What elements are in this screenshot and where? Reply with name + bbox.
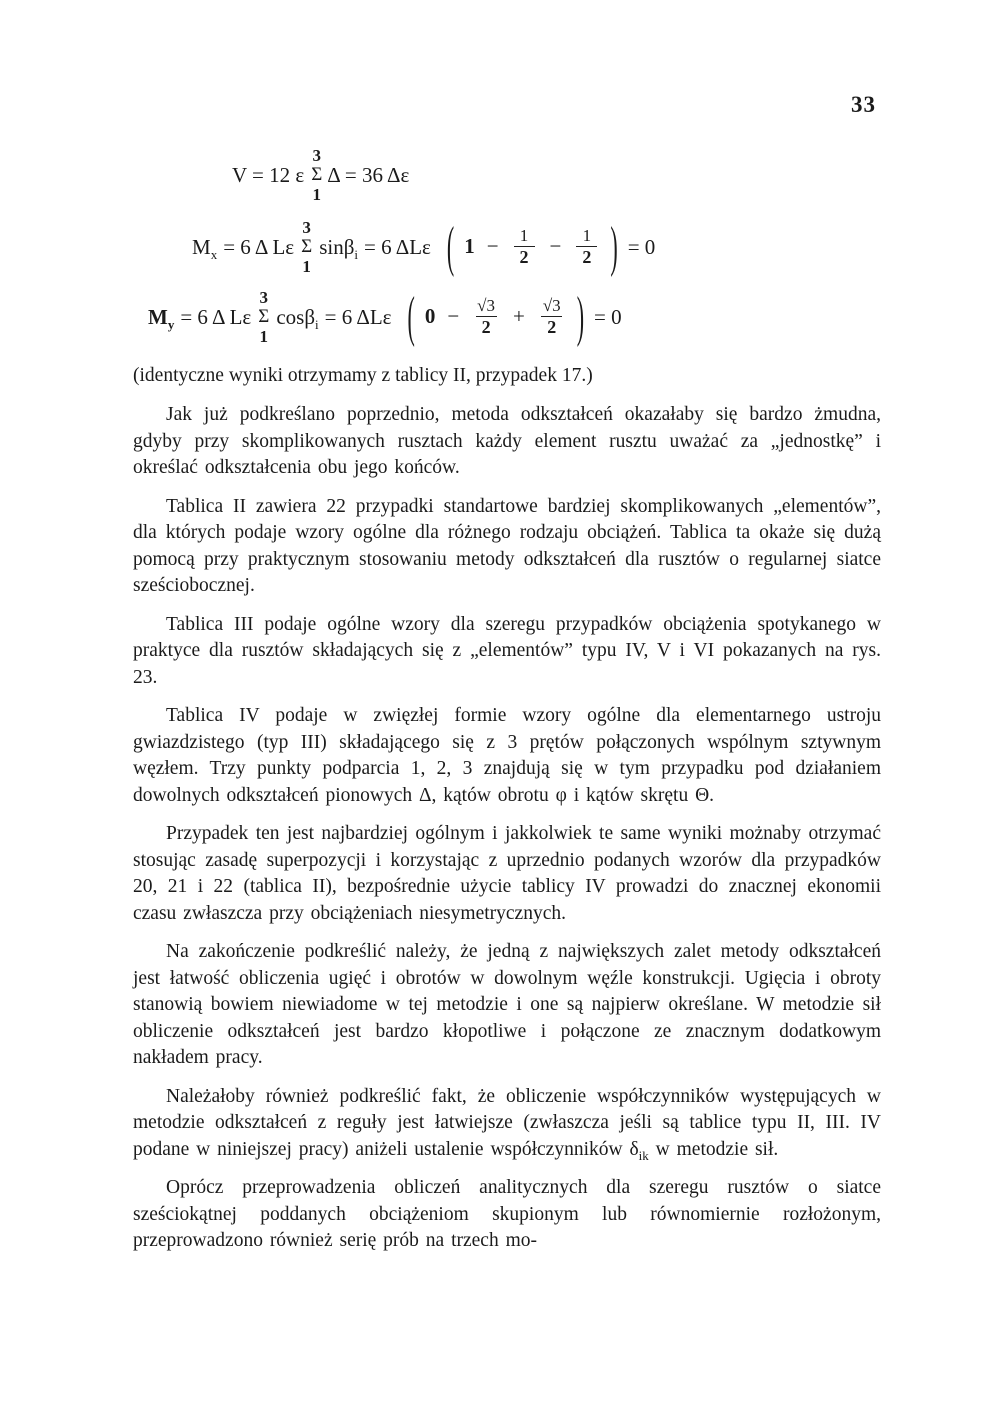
variable-subscript: y xyxy=(167,316,175,332)
equation-v-lead: V = 12 ε xyxy=(232,162,305,187)
fraction-denominator: 2 xyxy=(476,316,497,338)
equation-mx-coef2: = 6 ΔLε xyxy=(364,234,431,259)
paragraph-6: Na zakończenie podkreślić należy, że jedną z największych zalet metody odkształceń jest łatwość obliczenia ugięć i obrotów w dowolnym węźle konstrukcji. Ugięcia i obroty stanowią bowiem niewiadome w tej metodzie i one są najpierw określane. W metodzie sił obliczenie odkształceń jest bardzo kłopotliwe i połączone ze znacznym dodatkowym nakładem pracy. xyxy=(133,941,881,1068)
big-paren-close: ) xyxy=(610,213,618,278)
fraction-sqrt3-over-2 xyxy=(474,296,498,337)
fraction-denominator: 2 xyxy=(514,246,535,268)
equation-v xyxy=(229,138,881,212)
paragraph-5: Przypadek ten jest najbardziej ogólnym i jakkolwiek te same wyniki możnaby otrzymać stosując zasadę superpozycji i korzystając z uprzednio podanych wzorów dla przypadków 20, 21 i 22 (tablica II), bezpośrednie użycie tablicy IV prowadzi do znacznej ekonomii czasu zwłaszcza przy obciążeniach niesymetrycznych. xyxy=(133,823,881,924)
paragraph-7-text-a: Należałoby również podkreślić fakt, że obliczenie współczynników występujących w metodzie odkształceń z reguły jest łatwiejsze (zwłaszcza jeśli są tablice typu II, III. IV podane w niniejszej pracy) aniżeli ustalenie współczynników xyxy=(133,1085,881,1160)
paragraph-7 xyxy=(133,1084,881,1164)
fraction-one-half xyxy=(576,226,597,267)
equation-my-coef2: = 6 ΔLε xyxy=(324,304,392,329)
big-paren-open: ( xyxy=(407,283,415,348)
equation-mx-variable xyxy=(192,235,217,260)
sum-upper-limit: 3 xyxy=(312,146,321,165)
equation-my-variable xyxy=(148,305,174,330)
cos-beta: cosβ xyxy=(276,304,316,329)
big-paren-open: ( xyxy=(446,213,455,278)
function-subscript: i xyxy=(354,246,359,262)
variable-m: M xyxy=(148,304,168,329)
fraction-denominator: 2 xyxy=(541,316,562,338)
paragraph-8: Oprócz przeprowadzenia obliczeń analitycznych dla szeregu rusztów o siatce sześciokątnej poddanych obciążeniom skupionym lub równomiernie rozłożonym, przeprowadzono również serię prób na trzech mo- xyxy=(133,1177,881,1251)
paren-group xyxy=(400,283,591,348)
paragraph-2: Tablica II zawiera 22 przypadki standartowe bardziej skomplikowanych „elementów”, dla których podaje wzory ogólne dla różnego rodzaju obciążeń. Tablica ta okaże się dużą pomocą przy praktycznym stosowaniu metody odkształceń dla rusztów o regularnej siatce sześciobocznej. xyxy=(133,495,881,596)
big-paren-close: ) xyxy=(576,283,585,348)
equation-my-coef1: = 6 Δ Lε xyxy=(180,304,252,329)
note-line: (identyczne wyniki otrzymamy z tablicy II, przypadek 17.) xyxy=(133,365,593,386)
sum-upper-limit: 3 xyxy=(259,288,269,307)
paragraph-3: Tablica III podaje ogólne wzory dla szeregu przypadków obciążenia spotykanego w praktyce dla rusztów składających się z „elementów” typu IV, V i VI pokazanych na rys. 23. xyxy=(133,613,881,688)
equation-mx-function xyxy=(319,235,358,260)
minus-operator: − xyxy=(549,234,562,259)
sigma-glyph: Σ xyxy=(258,306,270,327)
sum-symbol xyxy=(258,289,269,345)
function-subscript: i xyxy=(315,316,319,332)
paren-term1: 0 xyxy=(424,304,436,329)
page-number: 33 xyxy=(851,92,876,117)
fraction-sqrt3-over-2 xyxy=(540,296,564,337)
sin-beta: sinβ xyxy=(319,234,355,259)
fraction-one-half xyxy=(514,226,535,267)
sum-upper-limit: 3 xyxy=(302,218,311,237)
equation-my xyxy=(145,282,881,352)
sum-symbol xyxy=(301,219,312,275)
equation-mx xyxy=(189,212,881,282)
variable-m: M xyxy=(192,234,211,259)
equation-v-tail: Δ = 36 Δε xyxy=(327,162,410,187)
sigma-glyph: Σ xyxy=(301,236,313,257)
minus-operator: − xyxy=(447,304,460,329)
variable-subscript: x xyxy=(210,246,218,262)
paragraph-4: Tablica IV podaje w zwięzłej formie wzory ogólne dla elementarnego ustroju gwiazdzistego (typ III) składającego się z 3 prętów połączonych wspólnym sztywnym węzłem. Trzy punkty podparcia 1, 2, 3 znajdują się w tym przypadku pod działaniem dowolnych odkształceń pionowych Δ, kątów obrotu φ i kątów skrętu Θ. xyxy=(133,705,881,806)
delta-ik-subscript: ik xyxy=(638,1147,649,1163)
fraction-numerator: 1 xyxy=(582,226,592,246)
fraction-denominator: 2 xyxy=(576,246,597,268)
paragraph-1: Jak już podkreślano poprzednio, metoda odkształceń okazałaby się bardzo żmudna, gdyby przy skomplikowanych rusztach każdy element rusztu uważać za „jednostkę” i określać odkształcenia obu jego końców. xyxy=(133,404,881,478)
equations-block xyxy=(133,138,881,352)
page-content xyxy=(133,138,881,1267)
paren-term1: 1 xyxy=(464,234,475,259)
fraction-numerator: √3 xyxy=(542,296,561,316)
minus-operator: − xyxy=(486,234,499,259)
fraction-numerator: √3 xyxy=(477,296,495,316)
equation-mx-result: = 0 xyxy=(627,234,656,259)
paragraph-7-text-b: w metodzie sił. xyxy=(648,1138,779,1160)
equation-my-result: = 0 xyxy=(594,304,622,329)
sigma-glyph: Σ xyxy=(311,164,323,185)
equation-mx-coef1: = 6 Δ Lε xyxy=(223,234,295,259)
equation-my-function xyxy=(276,305,318,330)
plus-operator: + xyxy=(513,304,525,329)
fraction-numerator: 1 xyxy=(519,226,529,246)
sum-lower-limit: 1 xyxy=(302,257,311,276)
sum-symbol xyxy=(311,147,322,203)
paren-group xyxy=(440,213,625,278)
sum-lower-limit: 1 xyxy=(312,185,321,204)
sum-lower-limit: 1 xyxy=(259,327,269,346)
delta-ik-symbol: δ xyxy=(629,1138,639,1160)
